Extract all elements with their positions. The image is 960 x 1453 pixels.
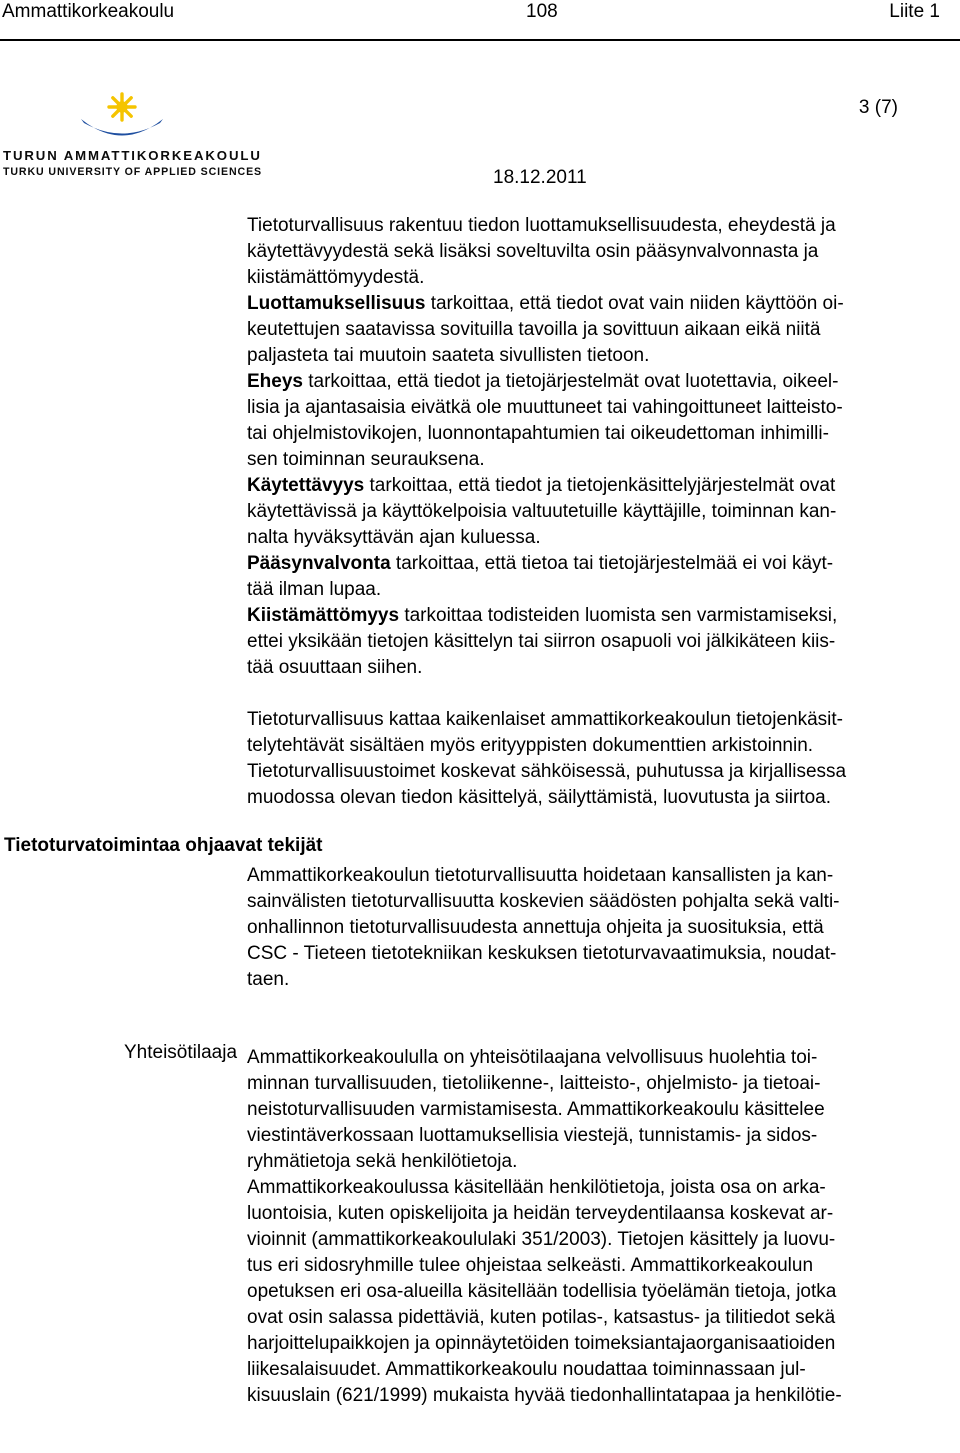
scope-line: telytehtävät sisältäen myös erityyppisten dokumenttien arkistoinnin. [247,735,814,756]
definition-term: Käytettävyys [247,475,365,496]
intro-line: käytettävyydestä sekä lisäksi soveltuvilta osin pääsynvalvonnasta ja [247,241,819,262]
definition-line: ettei yksikään tietojen käsittelyn tai siirron osapuoli voi jälkikäteen kiis- [247,631,836,652]
definition-term: Eheys [247,371,303,392]
community-line: liikesalaisuudet. Ammattikorkeakoulu noudattaa toiminnassaan jul- [247,1359,806,1380]
header-rule [0,39,960,41]
definition-line: nalta hyväksyttävän ajan kuluessa. [247,527,541,548]
guidance-line: onhallinnon tietoturvallisuudesta annettuja ohjeita ja suosituksia, että [247,917,824,938]
logo-name-fi: TURUN AMMATTIKORKEAKOULU [3,148,262,163]
community-paragraph [247,1045,959,1409]
community-line: neistoturvallisuuden varmistamisesta. Ammattikorkeakoulu käsittelee [247,1099,825,1120]
intro-line: Tietoturvallisuus rakentuu tiedon luottamuksellisuudesta, eheydestä ja [247,215,836,236]
definition-first-line [247,551,959,577]
header-page-number: 108 [526,1,558,22]
guidance-line: taen. [247,969,290,990]
definition-line: lisia ja ajantasaisia eivätkä ole muuttuneet tai vahingoittuneet laitteisto- [247,397,843,418]
definition-text: tarkoittaa, että tietoa tai tietojärjestelmää ei voi käyt- [390,553,834,574]
logo-name-en: TURKU UNIVERSITY OF APPLIED SCIENCES [3,166,263,178]
header-appendix: Liite 1 [889,1,940,22]
definition-line: tää osuuttaan siihen. [247,657,423,678]
definition-term: Pääsynvalvonta [247,553,391,574]
definition-line: tää ilman lupaa. [247,579,382,600]
guidance-line: CSC - Tieteen tietotekniikan keskuksen tietoturvavaatimuksia, noudat- [247,943,837,964]
definition-text: tarkoittaa, että tiedot ovat vain niiden käyttöön oi- [425,293,844,314]
community-line: luontoisia, kuten opiskelijoita ja heidän terveydentilaansa koskevat ar- [247,1203,834,1224]
community-line: Ammattikorkeakoululla on yhteisötilaajana velvollisuus huolehtia toi- [247,1047,818,1068]
header-institution: Ammattikorkeakoulu [2,1,175,22]
definition-first-line [247,369,959,395]
page-header [0,0,960,42]
community-line: viestintäverkossaan luottamuksellisia viestejä, tunnistamis- ja sidos- [247,1125,818,1146]
definition-term: Kiistämättömyys [247,605,400,626]
community-line: opetuksen eri osa-alueilla käsitellään todellisia työelämän tietoja, jotka [247,1281,837,1302]
definition-first-line [247,603,959,629]
definition-line: paljasteta tai muutoin saateta sivullisten tietoon. [247,345,650,366]
guidance-line: Ammattikorkeakoulun tietoturvallisuutta hoidetaan kansallisten ja kan- [247,865,834,886]
definition-term: Luottamuksellisuus [247,293,426,314]
definition-text: tarkoittaa, että tiedot ja tietojärjestelmät ovat luotettavia, oikeel- [302,371,839,392]
definition-line: käytettävissä ja käyttökelpoisia valtuutetuille käyttäjille, toiminnan kan- [247,501,837,522]
guidance-line: sainvälisten tietoturvallisuutta koskevien säädösten pohjalta sekä valti- [247,891,840,912]
definition-text: tarkoittaa, että tiedot ja tietojenkäsittelyjärjestelmät ovat [364,475,836,496]
community-line: vioinnit (ammattikorkeakoululaki 351/2003). Tietojen käsittely ja luovu- [247,1229,836,1250]
side-heading: Tietoturvatoimintaa ohjaavat tekijät [4,835,323,856]
side-label: Yhteisötilaaja [124,1042,238,1063]
definition-line: tai ohjelmistovikojen, luonnontapahtumien tai oikeudettoman inhimilli- [247,423,829,444]
scope-line: Tietoturvallisuus kattaa kaikenlaiset ammattikorkeakoulun tietojenkäsit- [247,709,843,730]
definition-first-line [247,473,959,499]
definition-line: keutettujen saatavissa sovituilla tavoilla ja sovittuun aikaan eikä niitä [247,319,821,340]
community-line: ryhmätietoja sekä henkilötietoja. [247,1151,518,1172]
community-line: minnan turvallisuuden, tietoliikenne-, laitteisto-, ohjelmisto- ja tietoai- [247,1073,821,1094]
guidance-paragraph [247,863,959,993]
intro-line: kiistämättömyydestä. [247,267,425,288]
scope-line: Tietoturvallisuustoimet koskevat sähköisessä, puhutussa ja kirjallisessa [247,761,847,782]
document-date: 18.12.2011 [493,167,587,188]
community-line: kisuuslain (621/1999) mukaista hyvää tiedonhallintatapaa ja henkilötie- [247,1385,842,1406]
document-body [247,213,959,1409]
community-line: harjoittelupaikkojen ja opinnäytetöiden toimeksiantajaorganisaatioiden [247,1333,836,1354]
institution-logo [0,86,263,186]
definition-first-line [247,291,959,317]
star-icon [109,94,135,120]
logo-emblem-icon [0,86,250,146]
definition-text: tarkoittaa todisteiden luomista sen varmistamiseksi, [399,605,838,626]
definitions-list [247,291,959,681]
scope-paragraph [247,707,959,811]
scope-line: muodossa olevan tiedon käsittelyä, säilyttämistä, luovutusta ja siirtoa. [247,787,832,808]
community-line: ovat osin salassa pidettäviä, kuten potilas-, katsastus- ja tilitiedot sekä [247,1307,836,1328]
page-count: 3 (7) [858,97,898,118]
definition-line: sen toiminnan seurauksena. [247,449,485,470]
community-line: tus eri sidosryhmille tulee ohjeistaa selkeästi. Ammattikorkeakoulun [247,1255,814,1276]
community-line: Ammattikorkeakoulussa käsitellään henkilötietoja, joista osa on arka- [247,1177,826,1198]
